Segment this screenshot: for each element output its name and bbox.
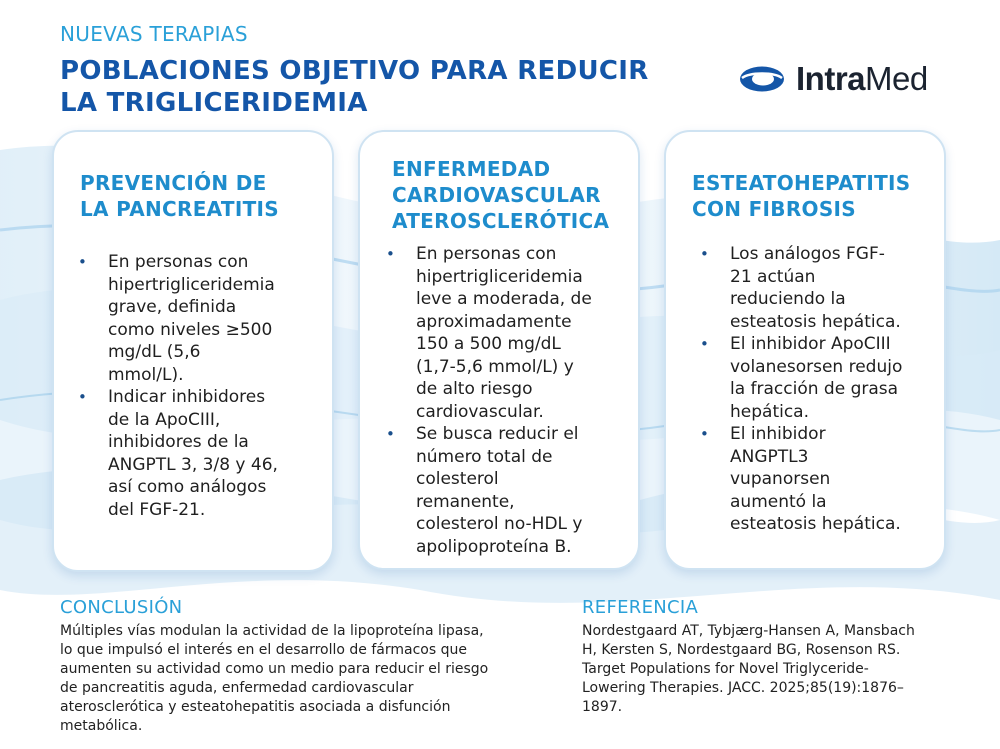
conclusion-title: CONCLUSIÓN — [60, 597, 183, 618]
bullet-item — [78, 386, 318, 521]
bullet-line: aumentó la — [730, 491, 827, 512]
bullet-line: ANGPTL 3, 3/8 y 46, — [108, 454, 278, 475]
bullet-icon: • — [386, 245, 395, 263]
header-kicker: NUEVAS TERAPIAS — [60, 22, 248, 46]
reference-line: Target Populations for Novel Triglyceride- — [582, 661, 869, 677]
bullet-line: Indicar inhibidores — [108, 387, 266, 407]
bullet-line: aproximadamente — [416, 311, 572, 332]
card-title-line: CARDIOVASCULAR — [392, 183, 601, 207]
conclusion-line: metabólica. — [60, 718, 143, 734]
card-steatohepatitis — [664, 130, 946, 570]
bullet-line: 21 actúan — [730, 266, 816, 287]
bullet-icon: • — [700, 335, 709, 353]
bullet-line: del FGF-21. — [108, 499, 206, 520]
page-title-line-2: LA TRIGLICERIDEMIA — [60, 88, 368, 118]
reference-title: REFERENCIA — [582, 597, 699, 618]
bullet-line: de alto riesgo — [416, 379, 533, 399]
logo-wordmark-regular: Med — [865, 60, 928, 97]
bullet-line: En personas con — [108, 252, 249, 272]
bullet-line: (1,7-5,6 mmol/L) y — [416, 356, 574, 377]
conclusion-line: lo que impulsó el interés en el desarrollo de fármacos que — [60, 642, 467, 658]
bullet-line: mg/dL (5,6 — [108, 342, 201, 362]
bullet-line: de la ApoCIII, — [108, 409, 221, 430]
bullet-line: esteatosis hepática. — [730, 311, 901, 332]
conclusion-line: aumenten su actividad como un medio para reducir el riesgo — [60, 661, 489, 677]
reference-text — [582, 622, 987, 717]
bullet-line: grave, definida — [108, 297, 237, 317]
bullet-line: ANGPTL3 — [730, 446, 809, 467]
bullet-list — [386, 243, 634, 558]
reference-line: 1897. — [582, 699, 623, 715]
bullet-icon: • — [700, 425, 709, 443]
bullet-line: leve a moderada, de — [416, 289, 592, 309]
bullet-line: En personas con — [416, 244, 557, 264]
bullet-item — [700, 243, 936, 333]
reference-line: Lowering Therapies. JACC. 2025;85(19):1876– — [582, 680, 904, 696]
bullet-line: volanesorsen redujo — [730, 356, 903, 377]
bullet-line: colesterol — [416, 469, 499, 489]
card-pancreatitis — [52, 130, 334, 572]
card-title-line: PREVENCIÓN DE — [80, 171, 267, 195]
card-title-line: ATEROSCLERÓTICA — [392, 209, 610, 233]
intramed-logo — [738, 60, 928, 98]
reference-line: H, Kersten S, Nordestgaard BG, Rosenson RS. — [582, 642, 901, 658]
bullet-line: remanente, — [416, 491, 515, 512]
bullet-item — [78, 251, 318, 386]
conclusion-text — [60, 622, 560, 736]
bullet-icon: • — [700, 245, 709, 263]
bullet-icon: • — [386, 425, 395, 443]
bullet-line: 150 a 500 mg/dL — [416, 334, 561, 354]
bullet-line: número total de — [416, 446, 553, 467]
bullet-line: esteatosis hepática. — [730, 514, 901, 534]
bullet-line: Se busca reducir el — [416, 424, 579, 444]
bullet-line: hepática. — [730, 401, 809, 422]
intramed-logo-icon — [738, 65, 786, 93]
card-title-line: ENFERMEDAD — [392, 157, 551, 181]
bullet-icon: • — [78, 253, 87, 271]
bullet-list — [78, 251, 318, 521]
bullet-line: hipertrigliceridemia — [108, 274, 275, 295]
conclusion-line: Múltiples vías modulan la actividad de la lipoproteína lipasa, — [60, 623, 484, 639]
bullet-list — [700, 243, 936, 536]
conclusion-line: de pancreatitis aguda, enfermedad cardiovascular — [60, 680, 414, 696]
page-title — [60, 55, 740, 119]
bullet-item — [700, 333, 936, 423]
card-cardiovascular — [358, 130, 640, 570]
bullet-icon: • — [78, 388, 87, 406]
bullet-item — [386, 423, 634, 558]
page-title-line-1: POBLACIONES OBJETIVO PARA REDUCIR — [60, 56, 649, 86]
bullet-line: colesterol no-HDL y — [416, 514, 583, 534]
bullet-line: hipertrigliceridemia — [416, 266, 583, 287]
bullet-line: mmol/L). — [108, 364, 184, 385]
card-title — [80, 170, 279, 222]
bullet-line: inhibidores de la — [108, 432, 249, 452]
bullet-item — [386, 243, 634, 423]
bullet-line: Los análogos FGF- — [730, 244, 885, 264]
card-title — [692, 170, 910, 222]
bullet-line: la fracción de grasa — [730, 379, 899, 399]
card-title-line: LA PANCREATITIS — [80, 197, 279, 221]
bullet-line: como niveles ≥500 — [108, 319, 273, 340]
logo-wordmark-bold: Intra — [796, 60, 866, 97]
bullet-item — [700, 423, 936, 536]
bullet-line: reduciendo la — [730, 289, 846, 309]
logo-wordmark — [796, 60, 928, 98]
card-title-line: ESTEATOHEPATITIS — [692, 171, 911, 195]
bullet-line: El inhibidor — [730, 424, 826, 444]
card-title — [392, 156, 609, 234]
bullet-line: vupanorsen — [730, 469, 831, 489]
bullet-line: El inhibidor ApoCIII — [730, 334, 891, 354]
reference-line: Nordestgaard AT, Tybjærg-Hansen A, Mansbach — [582, 623, 915, 639]
bullet-line: apolipoproteína B. — [416, 536, 572, 557]
card-title-line: CON FIBROSIS — [692, 197, 856, 221]
bullet-line: así como análogos — [108, 477, 267, 497]
bullet-line: cardiovascular. — [416, 401, 544, 422]
conclusion-line: aterosclerótica y esteatohepatitis asociada a disfunción — [60, 699, 451, 715]
